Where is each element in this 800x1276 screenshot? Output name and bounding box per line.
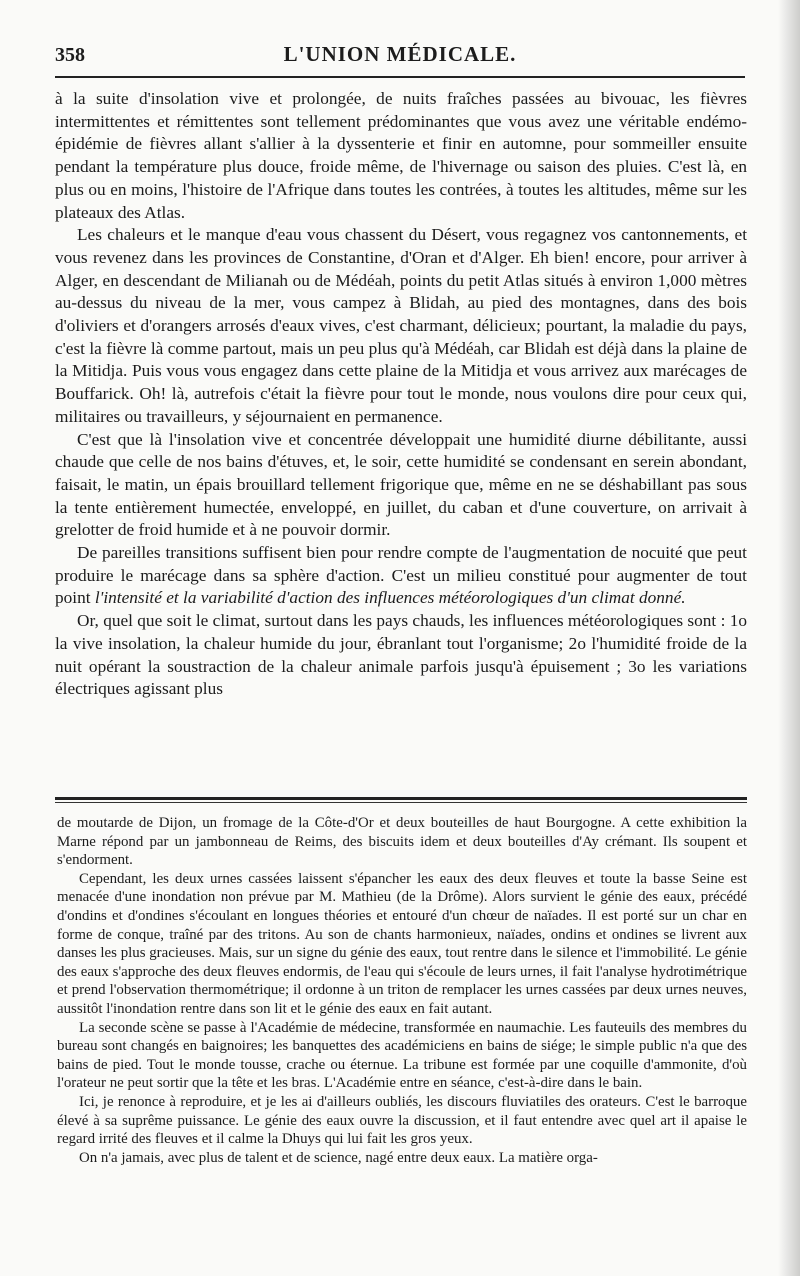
feuilleton-paragraph-3: La seconde scène se passe à l'Académie de médecine, transformée en naumachie. Les fauteuils des membres du bureau sont changés en baignoires; les banquettes des académiciens en bains de siége; le simple public n'a que des bains de pied. Tout le monde tousse, crache ou éternue. La tribune est formée par une coquille d'ammonite, d'où l'orateur ne peut sortir que la tête et les bras. L'Académie entre en séance, c'est-à-dire dans le bain. [57,1019,747,1092]
article-paragraph-3: C'est que là l'insolation vive et concentrée développait une humidité diurne débilitante, aussi chaude que celle de nos bains d'étuves, et, le soir, cette humidité se condensant en serein abondant, faisait, le matin, un épais brouillard tellement frigorique que, même en ne se déshabillant pas sous la tente entièrement humectée, enveloppé, en juillet, du caban et d'une couverture, on arrivait à grelotter de froid humide et à ne pouvoir dormir. [55,429,747,540]
divider-thin-rule [55,802,747,803]
article-paragraph-1: à la suite d'insolation vive et prolongée, de nuits fraîches passées au bivouac, les fièvres intermittentes et rémittentes sont tellement prédominantes que vous avez une véritable endémo-épidémie de fièvres allant s'allier à la dyssenterie et finir en automne, pour sommeiller ensuite pendant la température plus douce, froide même, de l'hivernage ou saison des pluies. C'est là, en plus ou en moins, l'histoire de l'Afrique dans toutes les contrées, à toutes les altitudes, même sur les plateaux des Atlas. [55,89,747,222]
divider-thick-rule [55,797,747,800]
article-paragraph-4 [55,542,747,610]
page-header [55,38,745,74]
article-paragraph-2: Les chaleurs et le manque d'eau vous chassent du Désert, vous regagnez vos cantonnements, et vous revenez dans les provinces de Constantine, d'Oran et d'Alger. Eh bien! encore, pour arriver à Alger, en descendant de Milianah ou de Médéah, points du petit Atlas situés à environ 1,000 mètres au-dessus du niveau de la mer, vous campez à Blidah, au pied des montagnes, dans des bois d'oliviers et d'orangers arrosés d'eaux vives, c'est charmant, délicieux; pourtant, la maladie du pays, c'est la fièvre là comme partout, mais un peu plus qu'à Médéah, car Blidah est déjà dans la plaine de la Mitidja. Puis vous vous engagez dans cette plaine de la Mitidja et vous arrivez aux marécages de Bouffarick. Oh! là, autrefois c'était la fièvre pour tout le monde, nous voulons dire pour ceux qui, militaires ou travailleurs, y séjournaient en permanence. [55,225,747,426]
page-number: 358 [55,44,85,66]
article-body [55,88,747,701]
feuilleton-paragraph-2: Cependant, les deux urnes cassées laissent s'épancher les eaux des deux fleuves et toute la basse Seine est menacée d'une inondation non prévue par M. Mathieu (de la Drôme). Alors survient le génie des eaux, précédé d'ondins et d'ondines s'écoulant en longues théories et entouré d'un chœur de naïades. Il est porté sur un char en forme de conque, traîné par des tritons. Au son de chants harmonieux, naïades, ondins et ondines se livrent aux danses les plus gracieuses. Mais, sur un signe du génie des eaux, tout rentre dans le silence et l'immobilité. Le génie des eaux s'approche des deux fleuves endormis, de l'eau qui s'écoule de leurs urnes, il fait l'analyse hydrotimétrique et prend l'observation thermométrique; il ordonne à un triton de remplacer les urnes cassées par deux urnes neuves, aussitôt l'inondation rentre dans son lit et le génie des eaux en fait autant. [57,870,747,1017]
header-rule [55,76,745,78]
feuilleton-body [57,814,747,1167]
article-paragraph-5: Or, quel que soit le climat, surtout dans les pays chauds, les influences météorologiques sont : 1o la vive insolation, la chaleur humide du jour, ébranlant tout l'organisme; 2o l'humidité froide de la nuit opérant la soustraction de la chaleur animale parfois jusqu'à épuisement ; 3o les variations électriques agissant plus [55,611,747,699]
feuilleton-paragraph-1: de moutarde de Dijon, un fromage de la Côte-d'Or et deux bouteilles de haut Bourgogne. A cette exhibition la Marne répond par un jambonneau de Reims, des biscuits idem et deux bouteilles d'Ay crémant. Ils soupent et s'endorment. [57,815,747,869]
article-paragraph-4-text: De pareilles transitions suffisent bien pour rendre compte de l'augmentation de nocuité que peut produire le marécage dans sa sphère d'action. C'est un milieu constitué pour augmenter de tout point [55,543,747,608]
feuilleton-paragraph-5: On n'a jamais, avec plus de talent et de science, nagé entre deux eaux. La matière orga- [79,1149,598,1166]
feuilleton-paragraph-4: Ici, je renonce à reproduire, et je les ai d'ailleurs oubliés, les discours fluviatiles des orateurs. C'est le barroque élevé à sa suprême puissance. Le génie des eaux ouvre la discussion, et il faut entendre avec quel art il apaise le regard irrité des fleuves et il calme la Dhuys qui lui fait les gros yeux. [57,1093,747,1148]
journal-title: L'UNION MÉDICALE. [283,42,517,66]
article-paragraph-4-italic: l'intensité et la variabilité d'action des influences météorologiques d'un climat donné. [94,588,686,608]
page-edge-shadow [778,0,800,1276]
feuilleton-divider [55,797,747,805]
